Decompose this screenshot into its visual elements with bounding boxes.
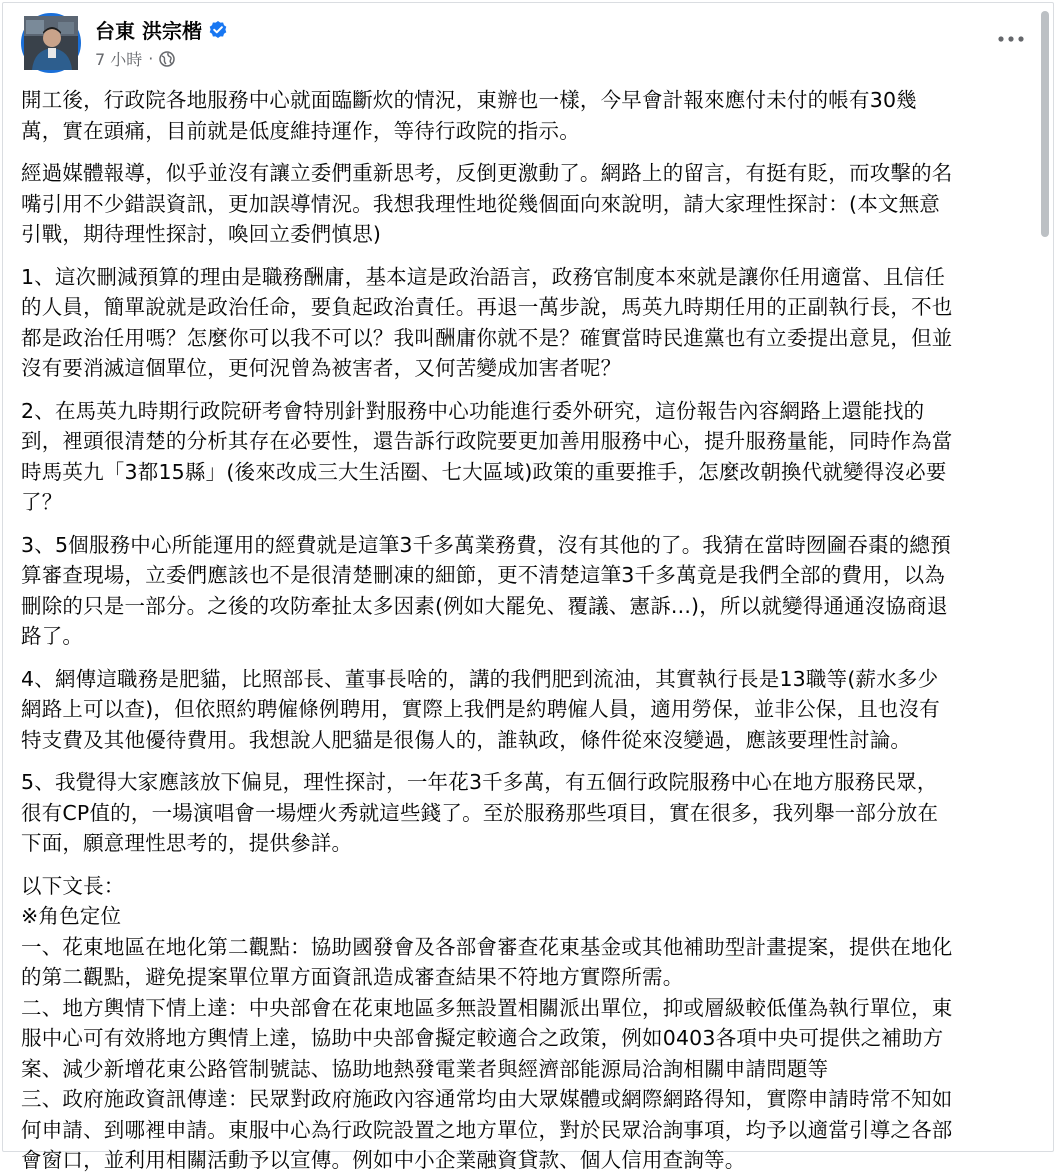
paragraph-context: 經過媒體報導，似乎並沒有讓立委們重新思考，反倒更激動了。網路上的留言，有挺有貶，而攻擊的名 嘴引用不少錯誤資訊，更加誤導情況。我想我理性地從幾個面向來說明，請大家理性探討：(本文無意 引戰，期待理性探討，喚回立委們慎思) [21,161,953,246]
list-intro: 以下文長： [21,873,125,898]
post-body [21,85,1037,1176]
list-heading: ※角色定位 [21,904,122,928]
post-card [2,2,1054,1172]
post-meta [95,47,175,70]
list-item: 三、政府施政資訊傳達：民眾對政府施政內容通常均由大眾媒體或網際網路得知，實際申請時常不知如 何申請、到哪裡申請。東服中心為行政院設置之地方單位，對於民眾洽詢事項，均予以適當引導之各部 會窗口，並利用相關活動予以宣傳。例如中小企業融資貸款、個人信用查詢等。 [21,1087,953,1172]
scrollbar[interactable] [1041,11,1049,237]
verified-badge-icon [208,20,228,40]
author-avatar[interactable] [21,13,81,73]
paragraph-point-2: 2、在馬英九時期行政院研考會特別針對服務中心功能進行委外研究，這份報告內容網路上還能找的 到，裡頭很清楚的分析其存在必要性，還告訴行政院要更加善用服務中心，提升服務量能，同時作為當 時馬英九「3都15縣」(後來改成三大生活圈、七大區域)政策的重要推手，怎麼改朝換代就變得沒必要 了？ [21,398,953,514]
globe-icon[interactable] [159,51,175,67]
post-time[interactable]: 7 小時 [95,50,143,69]
list-item: 二、地方輿情下情上達：中央部會在花東地區多無設置相關派出單位，抑或層級較低僅為執行單位，東 服中心可有效將地方輿情上達，協助中央部會擬定較適合之政策，例如0403各項中央可提供之補助方 案、減少新增花東公路管制號誌、協助地熱發電業者與經濟部能源局洽詢相關申請問題等 [21,995,953,1081]
meta-separator: · [148,49,154,68]
post-header [21,13,1031,75]
author-name-row [95,15,228,44]
paragraph-point-5: 5、我覺得大家應該放下偏見，理性探討，一年花3千多萬，有五個行政院服務中心在地方服務民眾， 很有CP值的，一場演唱會一場煙火秀就這些錢了。至於服務那些項目，實在很多，我列舉一部分放在 下面，願意理性思考的，提供參詳。 [21,770,939,855]
more-options-icon [998,36,1024,42]
avatar-photo [24,16,78,70]
paragraph-point-1: 1、這次刪減預算的理由是職務酬庸，基本這是政治語言，政務官制度本來就是讓你任用適當、且信任 的人員，簡單說就是政治任命，要負起政治責任。再退一萬步說，馬英九時期任用的正副執行長，不也 都是政治任用嗎？怎麼你可以我不可以？我叫酬庸你就不是？確實當時民進黨也有立委提出意見，但並 沒有要消滅這個單位，更何況曾為被害者，又何苦變成加害者呢？ [21,264,953,380]
paragraph-point-3: 3、5個服務中心所能運用的經費就是這筆3千多萬業務費，沒有其他的了。我猜在當時囫圇吞棗的總預 算審查現場，立委們應該也不是很清楚刪凍的細節，更不清楚這筆3千多萬竟是我們全部的費用，以為 刪除的只是一部分。之後的攻防牽扯太多因素(例如大罷免、覆議、憲訴...)，所以就變得通通沒協商退 路了。 [21,532,951,648]
paragraph-intro: 開工後，行政院各地服務中心就面臨斷炊的情況，東辦也一樣，今早會計報來應付未付的帳有30幾 萬，實在頭痛，目前就是低度維持運作，等待行政院的指示。 [21,88,917,143]
author-name[interactable]: 台東 洪宗楷 [95,19,202,43]
paragraph-point-4: 4、網傳這職務是肥貓，比照部長、董事長啥的，講的我們肥到流油，其實執行長是13職等(薪水多少 網路上可以查)，但依照約聘僱條例聘用，實際上我們是約聘僱人員，適用勞保，並非公保，且也沒有 特支費及其他優待費用。我想說人肥貓是很傷人的，誰執政，條件從來沒變過，應該要理性討論。 [21,666,940,752]
list-item: 一、花東地區在地化第二觀點：協助國發會及各部會審查花東基金或其他補助型計畫提案，提供在地化 的第二觀點，避免提案單位單方面資訊造成審查結果不符地方實際所需。 [21,934,953,989]
more-options-button[interactable] [991,25,1031,53]
